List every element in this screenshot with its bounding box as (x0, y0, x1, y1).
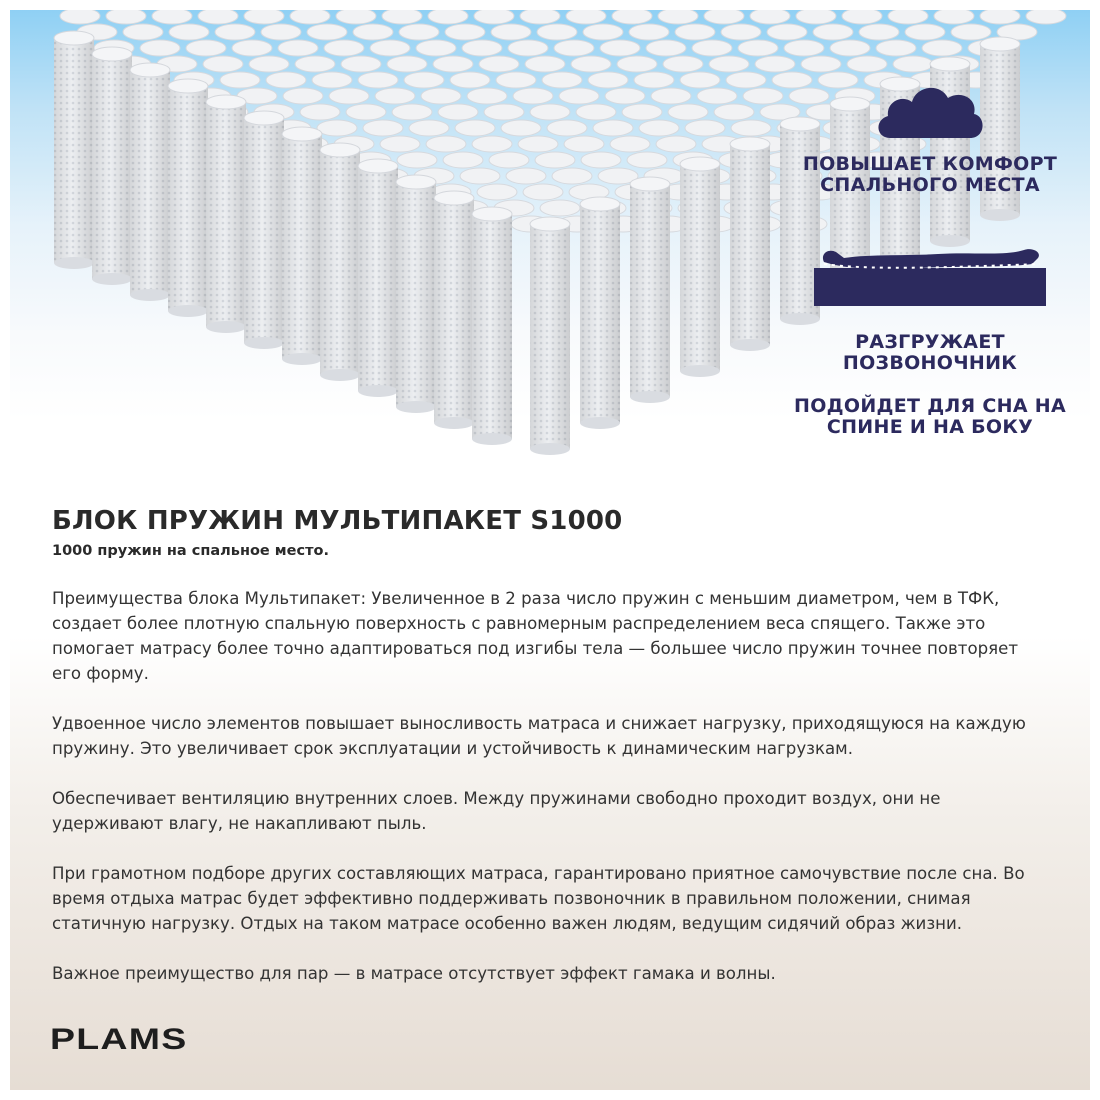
feature-comfort-text: ПОВЫШАЕТ КОМФОРТ СПАЛЬНОГО МЕСТА (802, 153, 1058, 196)
product-card (10, 10, 1090, 1090)
cloud-icon (874, 80, 986, 140)
paragraph: Обеспечивает вентиляцию внутренних слоев. Между пружинами свободно проходит воздух, они не удерживают влагу, не накапливают пыль. (52, 789, 941, 833)
feature-spine-text: РАЗГРУЖАЕТ ПОЗВОНОЧНИК (842, 331, 1018, 374)
paragraph: Удвоенное число элементов повышает выносливость матраса и снижает нагрузку, приходящуюся на каждую пружину. Это увеличивает срок эксплуатации и устойчивость к динамическим нагрузкам. (52, 714, 1026, 758)
feature-sleep-text: ПОДОЙДЕТ ДЛЯ СНА НА СПИНЕ И НА БОКУ (794, 395, 1066, 438)
paragraph: При грамотном подборе других составляющих матраса, гарантировано приятное самочувствие после сна. Во время отдыха матрас будет эффективно поддерживать позвоночник в правильном положении, снимая статичную нагрузку. Отдых на таком матрасе особенно важен людям, ведущим сидячий образ жизни. (52, 864, 1025, 933)
paragraph: Важное преимущество для пар — в матрасе отсутствует эффект гамака и волны. (52, 964, 776, 983)
page-subtitle: 1000 пружин на спальное место. (52, 543, 329, 559)
mattress-person-icon (810, 244, 1050, 310)
description (52, 586, 1052, 1011)
page-title: БЛОК ПРУЖИН МУЛЬТИПАКЕТ S1000 (52, 506, 623, 536)
feature-panel (770, 80, 1090, 438)
paragraph: Преимущества блока Мультипакет: Увеличенное в 2 раза число пружин с меньшим диаметром, чем в ТФК, создает более плотную спальную поверхность с равномерным распределением веса спящего. Также это помогает матрасу более точно адаптироваться под изгибы тела — большее число пружин точнее повторяет его форму. (52, 589, 1019, 683)
brand-logo: PLAMS (50, 1023, 188, 1056)
